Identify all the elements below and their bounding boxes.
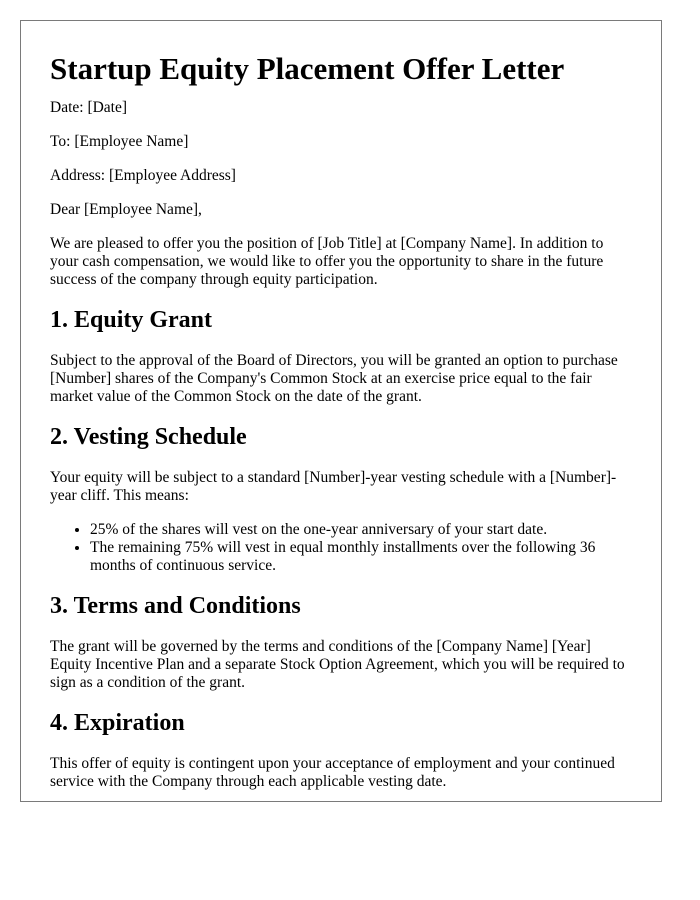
letter-page [20, 20, 662, 802]
salutation: Dear [Employee Name], [50, 201, 202, 218]
date-line: Date: [Date] [50, 99, 128, 116]
section-heading-equity-grant: 1. Equity Grant [50, 307, 213, 333]
intro-paragraph: We are pleased to offer you the position of [Job Title] at [Company Name]. In addition to your cash compensation, we would like to offer you the opportunity to share in the future success of the company through equity participation. [50, 235, 604, 288]
page-title: Startup Equity Placement Offer Letter [50, 51, 565, 86]
section-body-vesting-schedule: Your equity will be subject to a standard [Number]-year vesting schedule with a [Number]-year cliff. This means: [50, 469, 617, 504]
section-body-expiration: This offer of equity is contingent upon your acceptance of employment and your continued service with the Company through each applicable vesting date. [50, 755, 615, 790]
vesting-bullet-list [50, 521, 631, 575]
list-item: • 25% of the shares will vest on the one-year anniversary of your start date. [90, 521, 631, 539]
section-body-terms-conditions: The grant will be governed by the terms and conditions of the [Company Name] [Year] Equity Incentive Plan and a separate Stock Option Agreement, which you will be required to sign as a condition of the grant. [50, 638, 625, 691]
section-heading-vesting-schedule: 2. Vesting Schedule [50, 424, 247, 450]
recipient-line: To: [Employee Name] [50, 133, 189, 150]
section-heading-terms-conditions: 3. Terms and Conditions [50, 593, 301, 619]
section-heading-expiration: 4. Expiration [50, 710, 185, 736]
address-line: Address: [Employee Address] [50, 167, 236, 184]
list-item: • The remaining 75% will vest in equal monthly installments over the following 36 months of continuous service. [90, 539, 631, 575]
section-body-equity-grant: Subject to the approval of the Board of Directors, you will be granted an option to purchase [Number] shares of the Company's Common Stock at an exercise price equal to the fair market value of the Common Stock on the date of the grant. [50, 352, 618, 405]
